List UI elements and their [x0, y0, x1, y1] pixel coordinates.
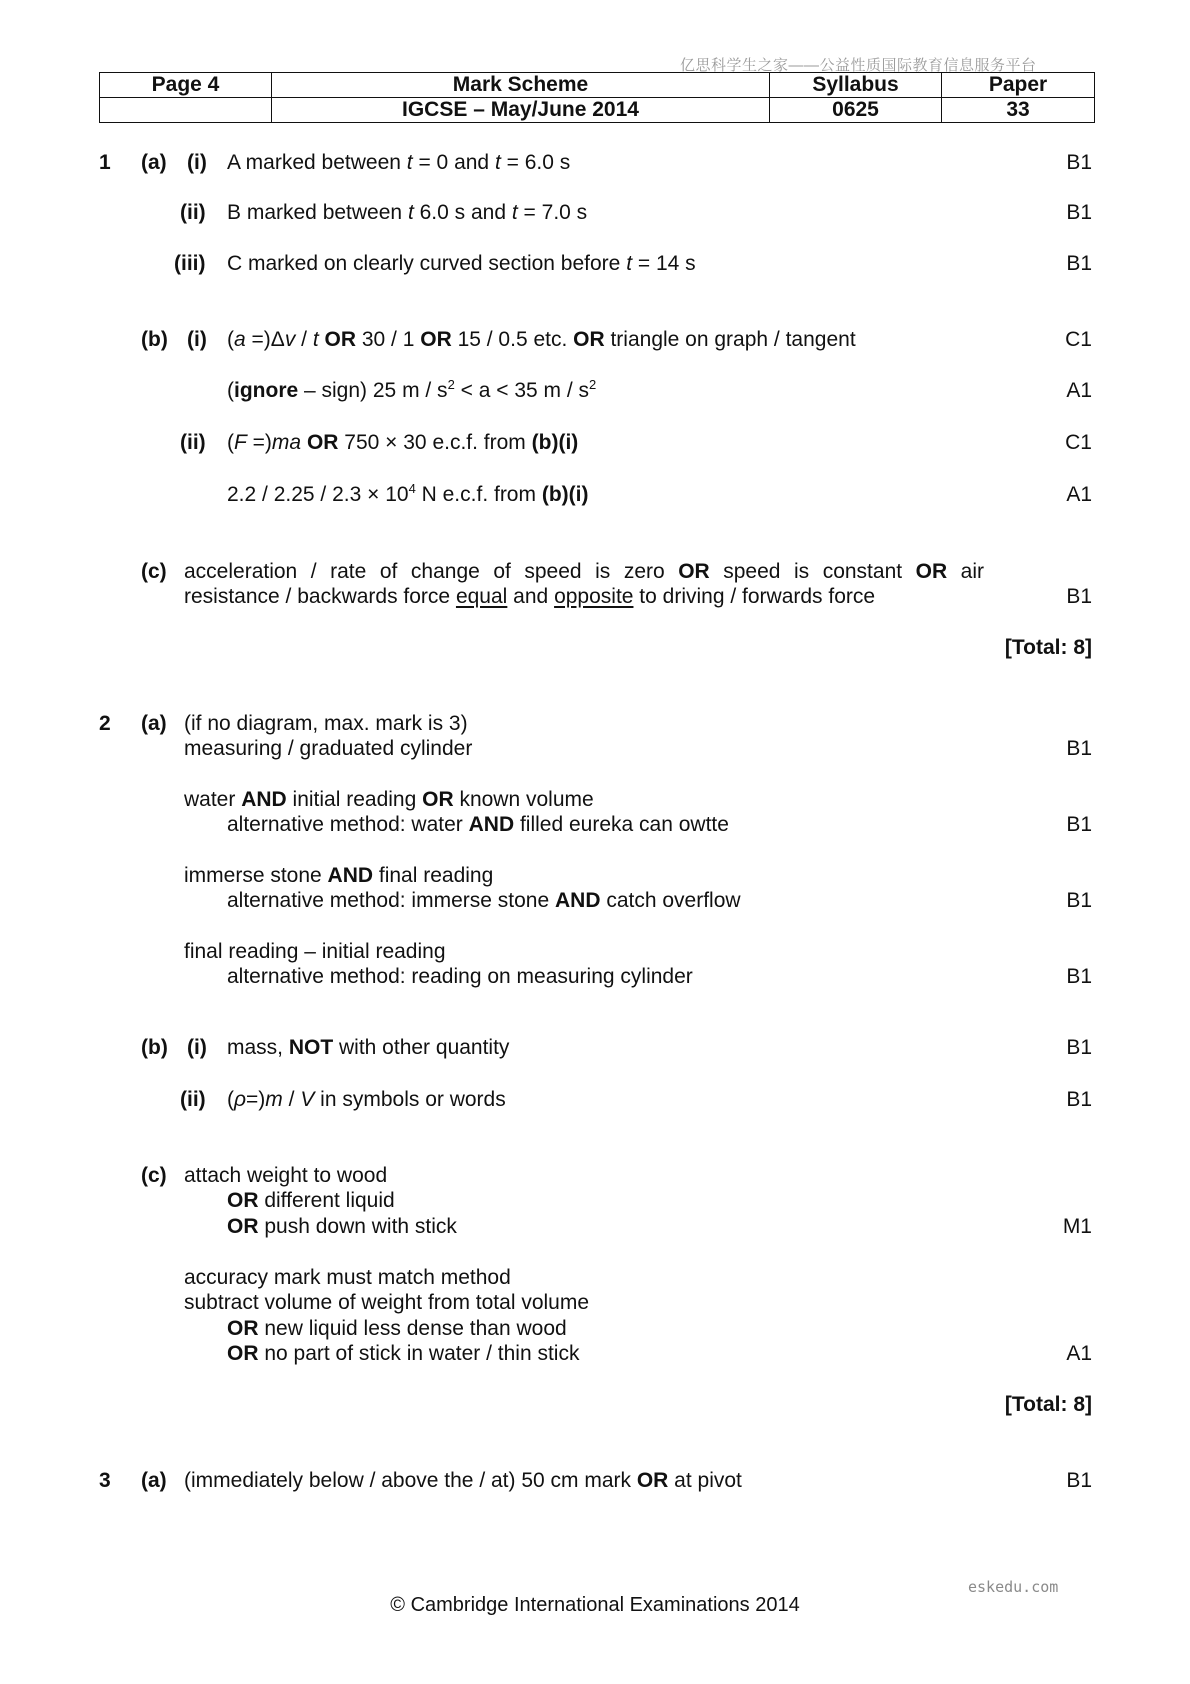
q1-b-i-line1: (a =)Δv / t OR 30 / 1 OR 15 / 0.5 etc. OR triangle on graph / tangent	[227, 328, 856, 351]
q2-b-ii-text: (ρ=)m / V in symbols or words	[227, 1088, 506, 1111]
q1-b-ii-label: (ii)	[180, 431, 206, 454]
q1-a-ii-text: B marked between t 6.0 s and t = 7.0 s	[227, 201, 588, 224]
q1-part-c: (c)	[141, 560, 167, 583]
q2-c-line4: accuracy mark must match method	[184, 1266, 511, 1289]
q2-b-ii-label: (ii)	[180, 1088, 206, 1111]
q3-number: 3	[99, 1469, 111, 1492]
q1-part-a: (a)	[141, 151, 167, 174]
q2-b-i-label: (i)	[187, 1036, 207, 1059]
q1-a-i-mark: B1	[1066, 151, 1092, 174]
q2-a-line7: final reading – initial reading	[184, 940, 446, 963]
q2-c-line6: OR new liquid less dense than wood	[227, 1317, 567, 1340]
q2-a-line5: immerse stone AND final reading	[184, 864, 494, 887]
q2-number: 2	[99, 712, 111, 735]
q2-a-mark4: B1	[1066, 965, 1092, 988]
q1-b-i-line2: (ignore – sign) 25 $m / s^2 < a < 35$ m / $s^2$	[227, 377, 597, 402]
q2-a-mark3: B1	[1066, 889, 1092, 912]
q1-b-ii-mark1: C1	[1065, 431, 1092, 454]
header-exam: IGCSE – May/June 2014	[272, 98, 770, 123]
q2-a-line1: (if no diagram, max. mark is 3)	[184, 712, 468, 735]
q2-b-i-mark: B1	[1066, 1036, 1092, 1059]
header-paper-label: Paper	[942, 73, 1095, 98]
q1-a-i-text: A marked between t = 0 and t = 6.0 s	[227, 151, 571, 174]
q1-c-line1: acceleration / rate of change of speed is zero OR speed is constant OR air	[184, 560, 984, 583]
q2-c-line3: OR push down with stick	[227, 1215, 457, 1238]
q3-a-mark: B1	[1066, 1469, 1092, 1492]
watermark-bottom: eskedu.com	[968, 1578, 1059, 1596]
watermark-top: 亿思科学生之家——公益性质国际教育信息服务平台	[680, 57, 1037, 74]
q1-a-ii-mark: B1	[1066, 201, 1092, 224]
q1-b-ii-mark2: A1	[1066, 483, 1092, 506]
q2-a-mark1: B1	[1066, 737, 1092, 760]
q1-c-line2: resistance / backwards force equal and opposite to driving / forwards force	[184, 585, 876, 608]
q2-total: [Total: 8]	[1004, 1393, 1092, 1416]
q1-b-ii-line1: (F =)ma OR 750 × 30 e.c.f. from (b)(i)	[227, 431, 579, 454]
q2-c-line1: attach weight to wood	[184, 1164, 388, 1187]
footer-copyright: © Cambridge International Examinations 2014	[390, 1594, 800, 1616]
q1-part-b: (b)	[141, 328, 168, 351]
header-empty-cell	[100, 98, 272, 123]
q2-c-line2: OR different liquid	[227, 1189, 395, 1212]
q2-c-mark2: A1	[1066, 1342, 1092, 1365]
q2-a-line4: alternative method: water AND filled eureka can owtte	[227, 813, 729, 836]
q1-number: 1	[99, 151, 111, 174]
q3-a-text: (immediately below / above the / at) 50 cm mark OR at pivot	[184, 1469, 742, 1492]
header-syllabus: 0625	[770, 98, 942, 123]
header-table	[99, 72, 1095, 123]
q1-b-ii-line2: $2.2 / 2.25 / 2.3 \times 10^4$ N e.c.f. from (b)(i)	[227, 481, 589, 506]
q3-part-a: (a)	[141, 1469, 167, 1492]
q2-a-mark2: B1	[1066, 813, 1092, 836]
q2-part-b: (b)	[141, 1036, 168, 1059]
q1-b-i-mark2: A1	[1066, 379, 1092, 402]
q2-c-line7: OR no part of stick in water / thin stick	[227, 1342, 580, 1365]
header-syllabus-label: Syllabus	[770, 73, 942, 98]
header-paper: 33	[942, 98, 1095, 123]
q2-part-a: (a)	[141, 712, 167, 735]
q2-a-line6: alternative method: immerse stone AND catch overflow	[227, 889, 741, 912]
q2-b-i-text: mass, NOT with other quantity	[227, 1036, 510, 1059]
q2-b-ii-mark: B1	[1066, 1088, 1092, 1111]
q1-b-i-mark1: C1	[1065, 328, 1092, 351]
q2-c-line5: subtract volume of weight from total volume	[184, 1291, 590, 1314]
q1-a-i-label: (i)	[187, 151, 207, 174]
header-title: Mark Scheme	[272, 73, 770, 98]
q2-part-c: (c)	[141, 1164, 167, 1187]
q2-a-line2: measuring / graduated cylinder	[184, 737, 473, 760]
q2-c-mark1: M1	[1062, 1215, 1092, 1238]
q1-a-iii-text: C marked on clearly curved section before t = 14 s	[227, 252, 696, 275]
header-page: Page 4	[100, 73, 272, 98]
q1-c-mark: B1	[1066, 585, 1092, 608]
q1-b-i-label: (i)	[187, 328, 207, 351]
q2-a-line3: water AND initial reading OR known volume	[184, 788, 594, 811]
q1-a-iii-mark: B1	[1066, 252, 1092, 275]
q2-a-line8: alternative method: reading on measuring cylinder	[227, 965, 693, 988]
q1-a-ii-label: (ii)	[180, 201, 206, 224]
q1-total: [Total: 8]	[1004, 636, 1092, 659]
q1-a-iii-label: (iii)	[174, 252, 206, 275]
